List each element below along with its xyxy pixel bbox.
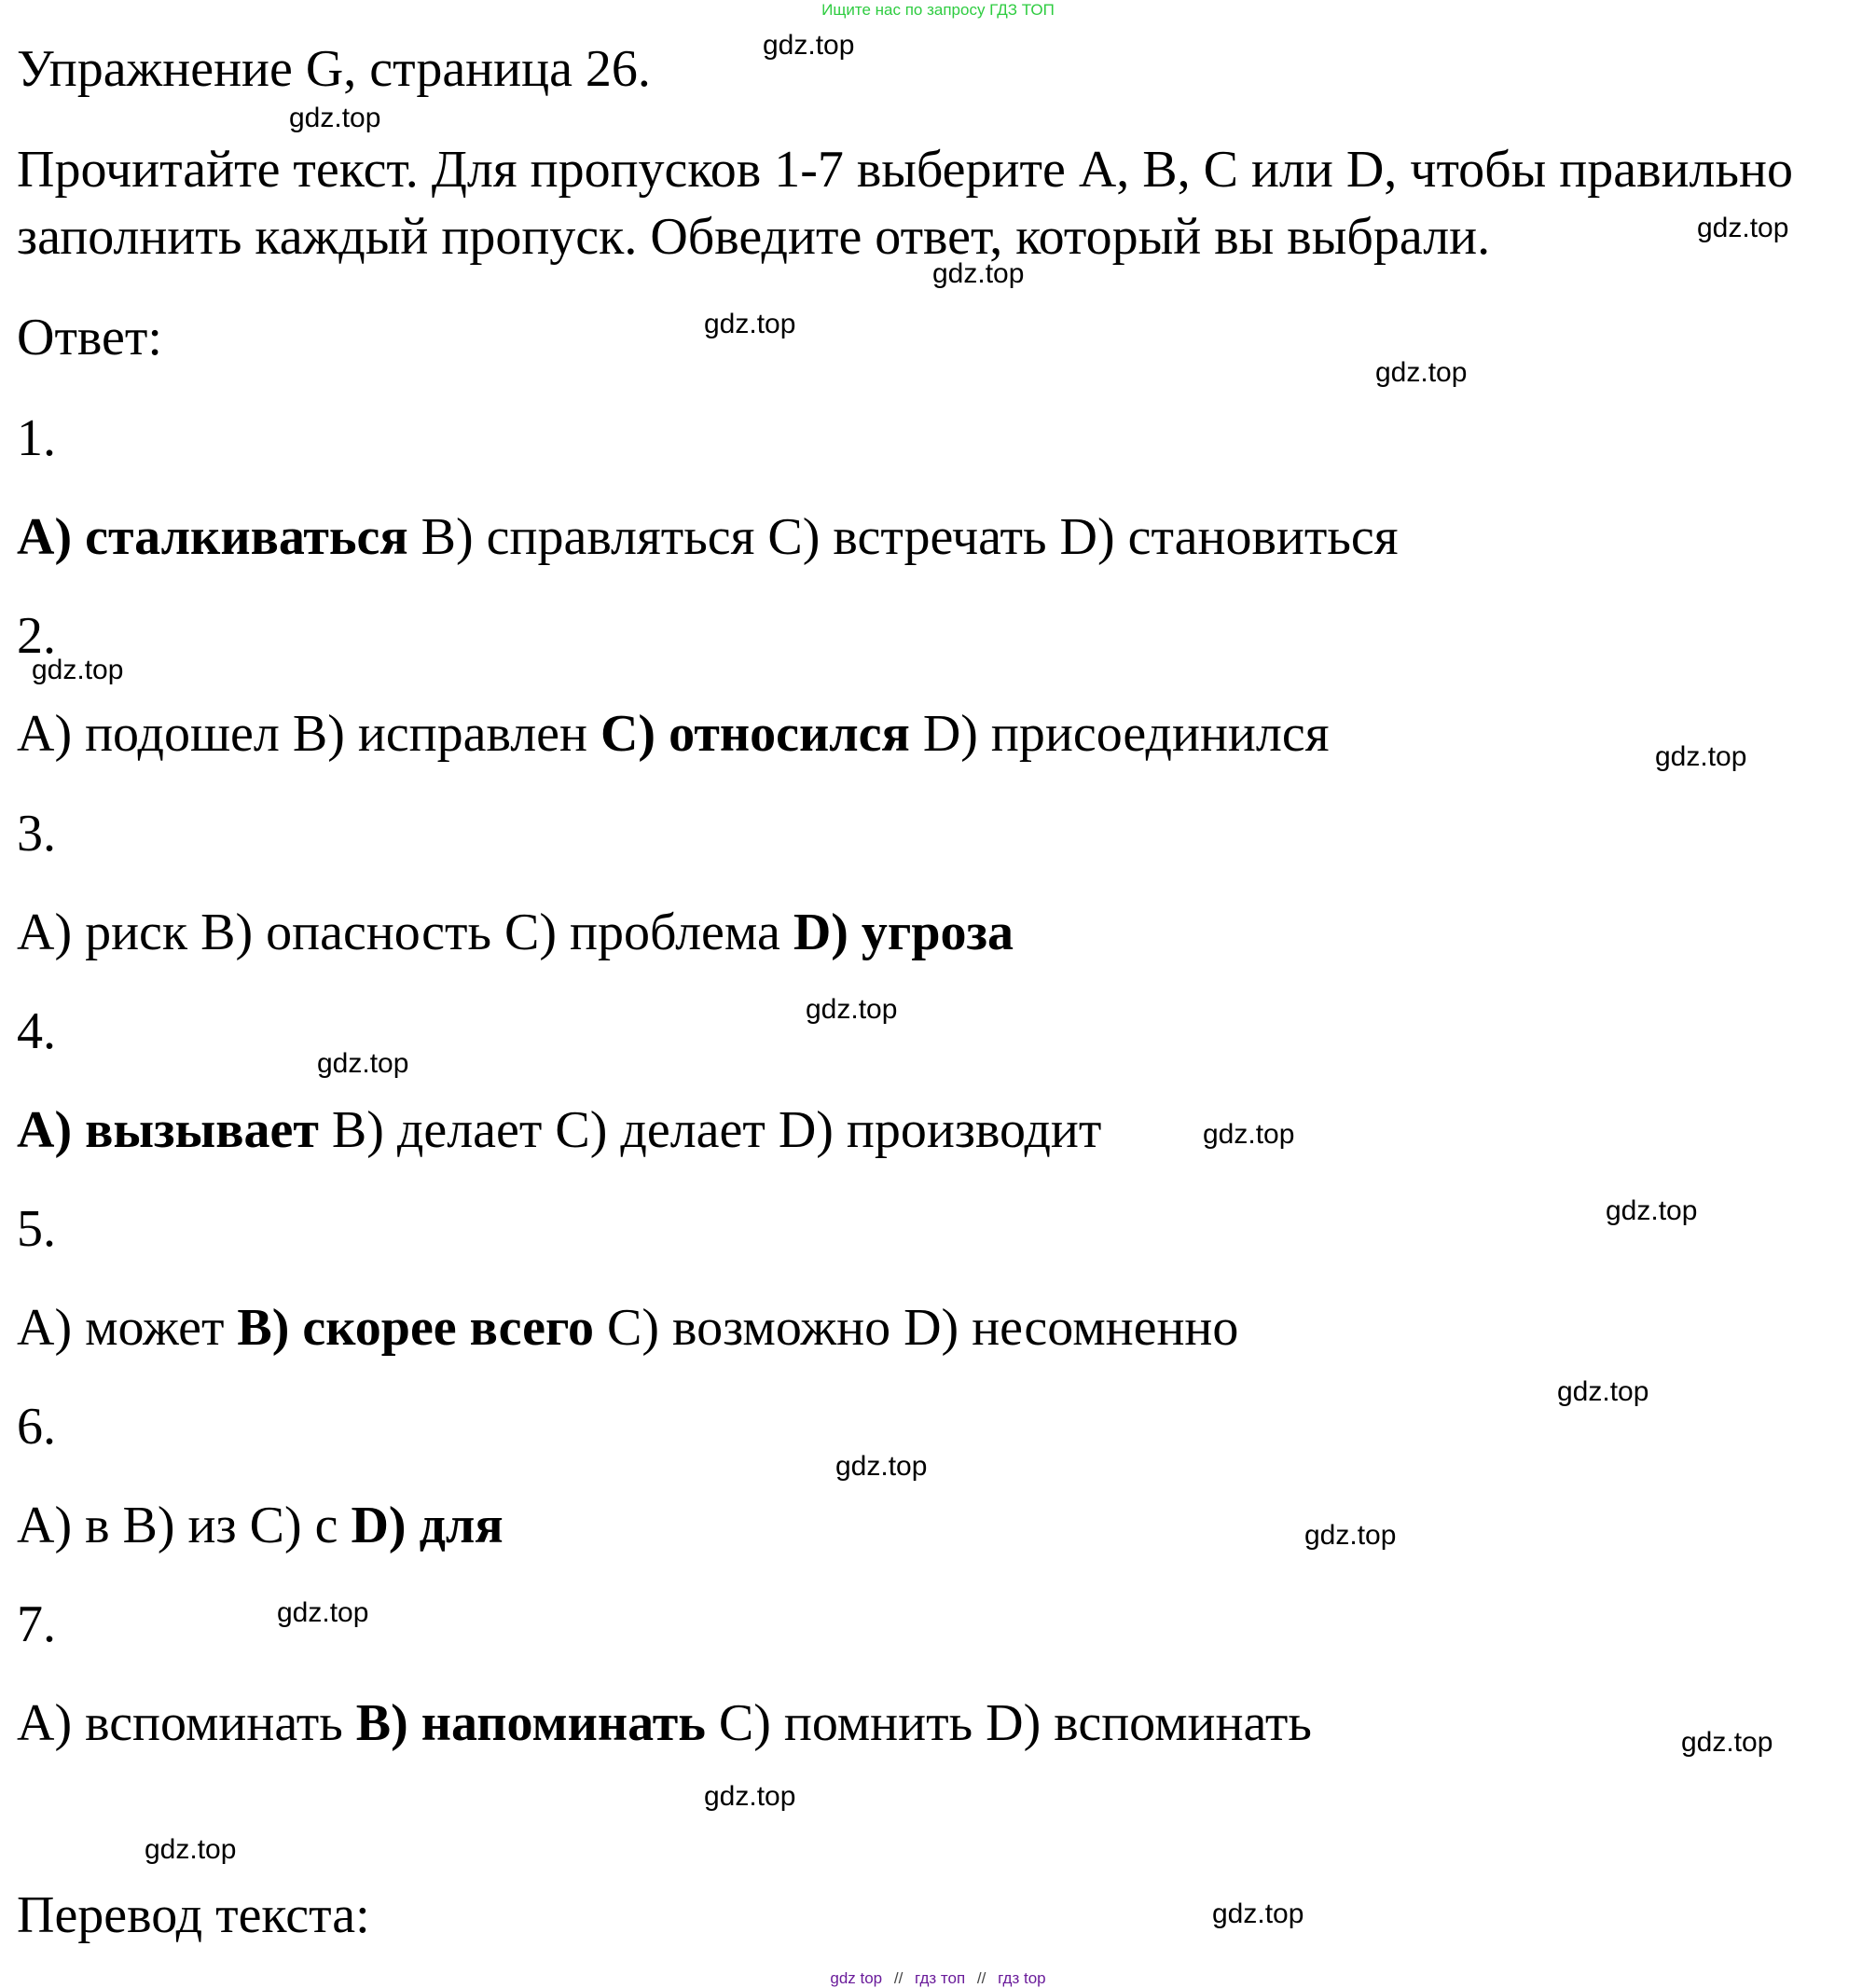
option-part: A) вызывает	[17, 1101, 319, 1159]
instruction-line-2: заполнить каждый пропуск. Обведите ответ, который вы выбрали.	[17, 208, 1491, 266]
watermark: gdz.top	[1212, 1898, 1304, 1929]
watermark: gdz.top	[1681, 1727, 1773, 1758]
bottom-banner-separator: //	[893, 1969, 904, 1987]
question-number: 3.	[17, 805, 56, 863]
watermark: gdz.top	[835, 1451, 928, 1482]
watermark: gdz.top	[317, 1048, 409, 1079]
watermark: gdz.top	[1375, 357, 1468, 388]
option-part: D) угроза	[793, 904, 1014, 961]
watermark: gdz.top	[289, 103, 381, 133]
option-part: C) помнить D) вспоминать	[705, 1694, 1312, 1752]
translation-label: Перевод текста:	[17, 1886, 370, 1944]
bottom-banner-item: gdz top	[830, 1969, 883, 1987]
option-part: A) подошел B) исправлен	[17, 705, 600, 763]
watermark: gdz.top	[806, 994, 898, 1025]
question-options	[17, 1693, 1312, 1753]
watermark: gdz.top	[277, 1597, 369, 1628]
instruction-line-1: Прочитайте текст. Для пропусков 1-7 выберите A, B, C или D, чтобы правильно	[17, 141, 1793, 199]
question-options	[17, 1100, 1101, 1160]
bottom-banner-item: гдз топ	[915, 1969, 966, 1987]
option-part: A) сталкиваться	[17, 508, 408, 566]
watermark: gdz.top	[1304, 1520, 1397, 1551]
option-part: B) напоминать	[355, 1694, 706, 1752]
bottom-banner	[0, 1969, 1876, 1988]
bottom-banner-item: гдз top	[998, 1969, 1046, 1987]
option-part: A) может	[17, 1299, 238, 1357]
watermark: gdz.top	[763, 30, 855, 61]
question-options	[17, 507, 1399, 567]
watermark: gdz.top	[932, 258, 1025, 289]
watermark: gdz.top	[1655, 741, 1747, 772]
question-number: 6.	[17, 1398, 56, 1456]
answer-label: Ответ:	[17, 309, 162, 366]
watermark: gdz.top	[704, 309, 796, 339]
watermark: gdz.top	[704, 1781, 796, 1812]
option-part: C) относился	[600, 705, 910, 763]
option-part: B) делает C) делает D) производит	[318, 1101, 1102, 1159]
question-number: 1.	[17, 409, 56, 467]
question-number: 5.	[17, 1200, 56, 1258]
question-options	[17, 704, 1329, 764]
watermark: gdz.top	[1606, 1195, 1698, 1226]
watermark: gdz.top	[1697, 213, 1789, 243]
option-part: D) для	[351, 1497, 503, 1554]
question-options	[17, 1496, 503, 1555]
bottom-banner-separator: //	[976, 1969, 986, 1987]
question-options	[17, 1298, 1238, 1358]
top-banner: Ищите нас по запросу ГДЗ ТОП	[821, 1, 1055, 19]
option-part: D) присоединился	[909, 705, 1330, 763]
watermark: gdz.top	[145, 1834, 237, 1865]
watermark: gdz.top	[1557, 1376, 1649, 1407]
question-number: 7.	[17, 1595, 56, 1653]
question-options	[17, 903, 1014, 962]
watermark: gdz.top	[32, 655, 124, 685]
option-part: A) вспоминать	[17, 1694, 356, 1752]
option-part: A) риск B) опасность C) проблема	[17, 904, 793, 961]
watermark: gdz.top	[1203, 1119, 1295, 1150]
page-title: Упражнение G, страница 26.	[17, 40, 651, 98]
question-number: 4.	[17, 1002, 56, 1060]
option-part: B) справляться C) встречать D) становиться	[407, 508, 1399, 566]
question-number: 2.	[17, 607, 56, 665]
option-part: C) возможно D) несомненно	[594, 1299, 1239, 1357]
option-part: A) в B) из C) с	[17, 1497, 352, 1554]
option-part: B) скорее всего	[237, 1299, 595, 1357]
